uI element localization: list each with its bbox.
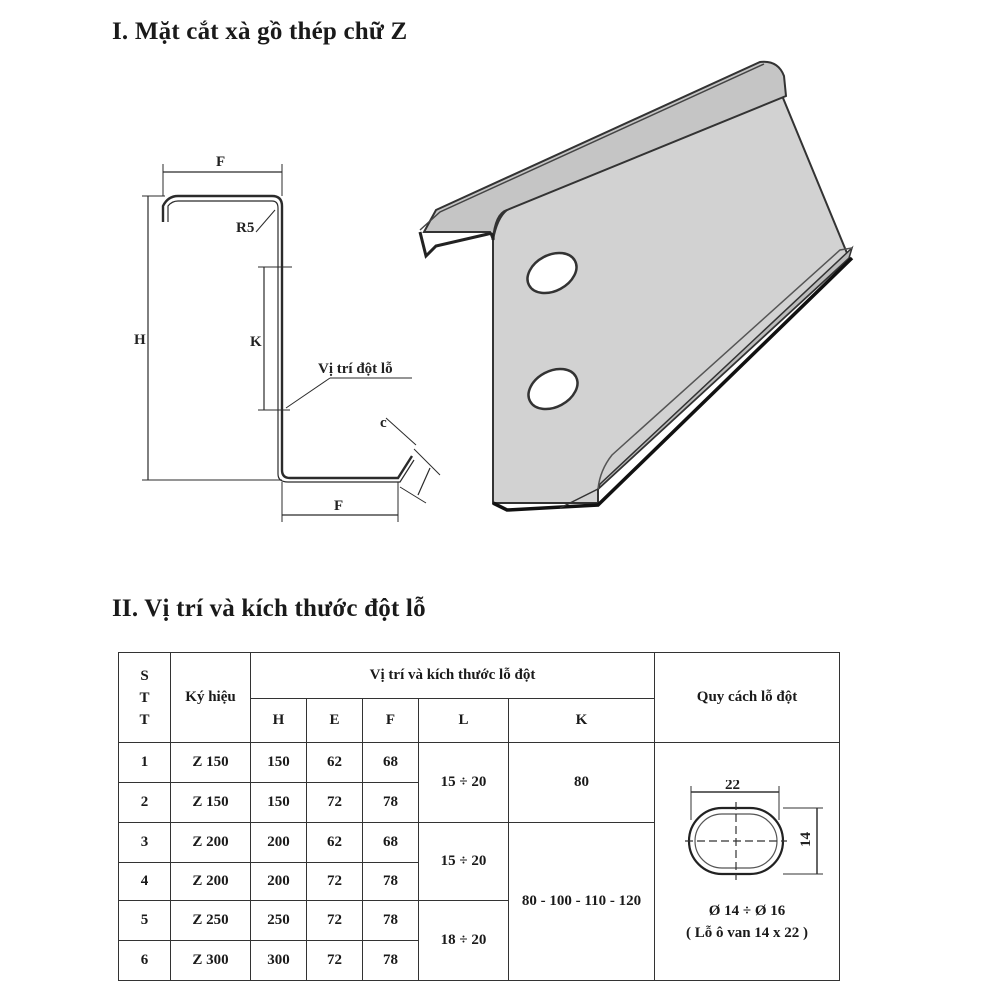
cell-f: 68 [363,823,419,863]
label-bottom-width: F [334,498,344,514]
cell-symbol: Z 150 [171,743,251,783]
cell-h: 250 [251,901,307,941]
header-l: L [419,699,509,743]
cell-h: 300 [251,941,307,981]
cell-l: 18 ÷ 20 [419,901,509,981]
label-radius: R5 [236,220,255,236]
header-k: K [509,699,655,743]
cell-symbol: Z 250 [171,901,251,941]
header-symbol: Ký hiệu [171,653,251,743]
cell-k: 80 - 100 - 110 - 120 [509,823,655,981]
cell-stt: 6 [119,941,171,981]
cell-e: 72 [307,863,363,901]
label-hole-span: K [250,334,262,350]
cell-h: 200 [251,863,307,901]
section-2-title: II. Vị trí và kích thước đột lỗ [112,595,426,622]
cell-l: 15 ÷ 20 [419,823,509,901]
cell-l: 15 ÷ 20 [419,743,509,823]
cell-stt: 3 [119,823,171,863]
cell-stt: 2 [119,783,171,823]
label-hole-position: Vị trí đột lỗ [318,361,393,377]
cell-e: 72 [307,783,363,823]
cell-f: 78 [363,901,419,941]
cell-f: 78 [363,941,419,981]
header-hole-group: Vị trí và kích thước lỗ đột [251,653,655,699]
cell-e: 72 [307,941,363,981]
label-lip: c [380,415,387,431]
hole-width-label: 22 [725,779,740,793]
cell-f: 78 [363,863,419,901]
oval-hole-diagram-icon [667,780,827,900]
cell-symbol: Z 150 [171,783,251,823]
hole-height-label: 14 [798,831,814,847]
label-top-width: F [216,154,226,170]
z-purlin-3d-icon [420,62,852,510]
header-hole-spec: Quy cách lỗ đột [655,653,840,743]
label-height: H [134,332,146,348]
header-stt: S T T [119,653,171,743]
cell-h: 150 [251,743,307,783]
cell-h: 150 [251,783,307,823]
cell-h: 200 [251,823,307,863]
cell-symbol: Z 200 [171,863,251,901]
cell-symbol: Z 200 [171,823,251,863]
table-row [119,743,840,783]
hole-diameter: Ø 14 ÷ Ø 16 [708,902,786,919]
cell-e: 62 [307,823,363,863]
cell-symbol: Z 300 [171,941,251,981]
hole-spec-table [118,652,840,981]
cell-stt: 1 [119,743,171,783]
cell-k: 80 [509,743,655,823]
hole-spec-cell [655,743,840,981]
cell-e: 72 [307,901,363,941]
cell-stt: 4 [119,863,171,901]
cell-stt: 5 [119,901,171,941]
cell-f: 68 [363,743,419,783]
section-1-title: I. Mặt cắt xà gồ thép chữ Z [112,18,408,45]
cell-e: 62 [307,743,363,783]
cell-f: 78 [363,783,419,823]
header-e: E [307,699,363,743]
header-h: H [251,699,307,743]
header-f: F [363,699,419,743]
hole-oval-note: ( Lỗ ô van 14 x 22 ) [685,924,809,941]
